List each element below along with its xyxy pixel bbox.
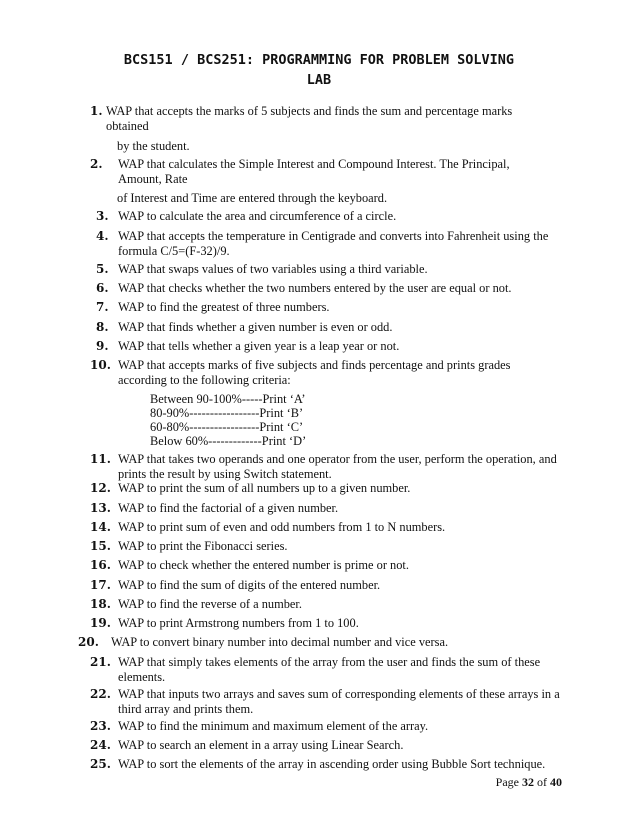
item-text: WAP to print the sum of all numbers up to a given number. — [118, 481, 411, 495]
item-text: WAP to print Armstrong numbers from 1 to 100. — [118, 616, 359, 630]
item-number: 1. — [90, 104, 103, 118]
item-text: WAP to check whether the entered number is prime or not. — [118, 558, 409, 572]
item-number: 5. — [96, 262, 109, 276]
list-item — [90, 578, 562, 593]
list-item — [90, 616, 562, 631]
item-text: WAP that accepts marks of five subjects and finds percentage and prints grades according to the following criteria: — [118, 358, 511, 387]
item-number: 20. — [78, 635, 99, 649]
grade-line: Between 90-100%-----Print ‘A’ — [150, 392, 306, 406]
list-item — [90, 655, 562, 685]
item-number: 2. — [90, 157, 103, 171]
item-number: 3. — [96, 209, 109, 223]
list-item — [90, 520, 562, 535]
item-number: 21. — [90, 655, 111, 669]
item-number: 22. — [90, 687, 111, 701]
page-prefix: Page — [495, 775, 522, 789]
item-number: 12. — [90, 481, 111, 495]
grade-line: 80-90%-----------------Print ‘B’ — [150, 406, 304, 420]
item-text: WAP that swaps values of two variables using a third variable. — [118, 262, 428, 276]
item-text: WAP that accepts the temperature in Centigrade and converts into Fahrenheit using the formula C/5=(F-32)/9. — [118, 229, 549, 258]
item-number: 9. — [96, 339, 109, 353]
item-text: WAP to find the minimum and maximum element of the array. — [118, 719, 429, 733]
grade-line: 60-80%-----------------Print ‘C’ — [150, 420, 304, 434]
item-text: WAP that takes two operands and one operator from the user, perform the operation, and prints the result by using Switch statement. — [118, 452, 557, 481]
list-item — [90, 157, 550, 187]
item-text: WAP to search an element in a array using Linear Search. — [118, 738, 404, 752]
item-number: 14. — [90, 520, 111, 534]
grade-line: Below 60%-------------Print ‘D’ — [150, 434, 307, 448]
item-text: WAP that simply takes elements of the array from the user and finds the sum of these elements. — [118, 655, 541, 684]
list-item — [90, 687, 562, 717]
list-item — [90, 209, 562, 224]
item-text: WAP to print sum of even and odd numbers from 1 to N numbers. — [118, 520, 446, 534]
item-text: WAP to calculate the area and circumference of a circle. — [118, 209, 397, 223]
item-number: 8. — [96, 320, 109, 334]
list-item — [90, 757, 562, 772]
item-number: 24. — [90, 738, 111, 752]
list-item — [90, 320, 562, 335]
item-text: WAP that inputs two arrays and saves sum of corresponding elements of these arrays in a third array and prints them. — [118, 687, 560, 716]
item-number: 23. — [90, 719, 111, 733]
item-number: 10. — [90, 358, 111, 372]
list-item — [90, 358, 562, 388]
item-number: 19. — [90, 616, 111, 630]
list-item — [90, 597, 562, 612]
page-total: 40 — [550, 775, 562, 789]
item-number: 4. — [96, 229, 109, 243]
item-text: WAP to find the reverse of a number. — [118, 597, 302, 611]
list-item — [90, 539, 562, 554]
list-item — [90, 719, 562, 734]
item-text: WAP to sort the elements of the array in ascending order using Bubble Sort technique. — [118, 757, 546, 771]
item-number: 25. — [90, 757, 111, 771]
item-text: WAP to find the factorial of a given number. — [118, 501, 339, 515]
list-item — [90, 501, 562, 516]
page-title — [78, 50, 560, 90]
list-item — [90, 481, 562, 496]
list-item — [90, 262, 562, 277]
page-of: of — [534, 775, 550, 789]
item-number: 6. — [96, 281, 109, 295]
list-item — [78, 635, 562, 650]
item-text: WAP that checks whether the two numbers entered by the user are equal or not. — [118, 281, 512, 295]
item-number: 16. — [90, 558, 111, 572]
title-line-2: LAB — [306, 72, 332, 88]
list-item — [90, 104, 550, 134]
item-continuation: by the student. — [117, 139, 190, 153]
page-number — [496, 775, 562, 790]
list-item — [90, 738, 562, 753]
item-text: WAP to convert binary number into decimal number and vice versa. — [111, 635, 449, 649]
list-item — [90, 300, 562, 315]
item-number: 15. — [90, 539, 111, 553]
list-item — [90, 452, 562, 482]
item-text: WAP to find the sum of digits of the entered number. — [118, 578, 381, 592]
item-text: WAP that tells whether a given year is a leap year or not. — [118, 339, 400, 353]
item-number: 17. — [90, 578, 111, 592]
list-item — [90, 339, 562, 354]
item-number: 7. — [96, 300, 109, 314]
item-number: 13. — [90, 501, 111, 515]
item-text: WAP that calculates the Simple Interest and Compound Interest. The Principal, Amount, Rate — [118, 157, 510, 186]
item-text: WAP to find the greatest of three numbers. — [118, 300, 330, 314]
list-item — [90, 281, 562, 296]
title-line-1: BCS151 / BCS251: PROGRAMMING FOR PROBLEM SOLVING — [123, 52, 515, 68]
item-number: 11. — [90, 452, 111, 466]
item-text: WAP that accepts the marks of 5 subjects and finds the sum and percentage marks obtained — [106, 104, 513, 133]
item-continuation: of Interest and Time are entered through the keyboard. — [117, 191, 388, 205]
item-text: WAP to print the Fibonacci series. — [118, 539, 288, 553]
item-text: WAP that finds whether a given number is even or odd. — [118, 320, 393, 334]
list-item — [90, 558, 562, 573]
item-number: 18. — [90, 597, 111, 611]
list-item — [90, 229, 562, 259]
page-current: 32 — [522, 775, 534, 789]
